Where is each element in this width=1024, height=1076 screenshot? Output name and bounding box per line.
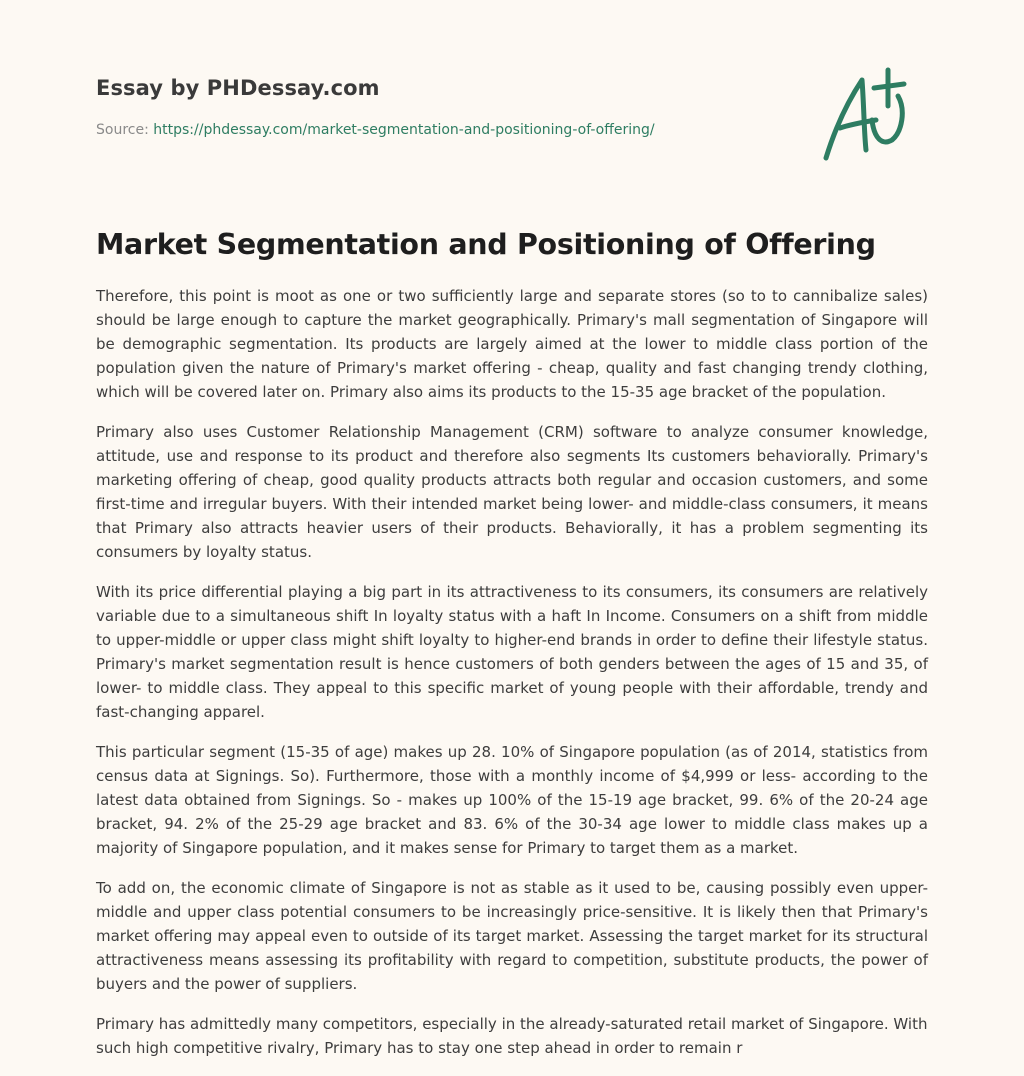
paragraph: Primary has admittedly many competitors, especially in the already-saturated retail market of Singapore. With such high competitive rivalry, Primary has to stay one step ahead in order to remain r (96, 1015, 928, 1057)
paragraph: This particular segment (15-35 of age) makes up 28. 10% of Singapore population (as of 2014, statistics from census data at Signings. So). Furthermore, those with a monthly income of $4,999 or less- according to the latest data obtained from Signings. So - makes up 100% of the 15-19 age bracket, 99. 6% of the 20-24 age bracket, 94. 2% of the 25-29 age bracket and 83. 6% of the 30-34 age lower to middle class makes up a majority of Singapore population, and it makes sense for Primary to target them as a market. (96, 743, 928, 857)
paragraph: Therefore, this point is moot as one or two sufficiently large and separate stores (so to to cannibalize sales) should be large enough to capture the market geographically. Primary's mall segmentation of Singapore will be demographic segmentation. Its products are largely aimed at the lower to middle class portion of the population given the nature of Primary's market offering - cheap, quality and fast changing trendy clothing, which will be covered later on. Primary also aims its products to the 15-35 age bracket of the population. (96, 287, 928, 401)
source-link[interactable]: https://phdessay.com/market-segmentation-and-positioning-of-offering/ (153, 122, 655, 138)
essay-title: Market Segmentation and Positioning of Offering (96, 228, 876, 261)
a-plus-logo-icon (820, 66, 930, 166)
paragraph: To add on, the economic climate of Singapore is not as stable as it used to be, causing possibly even upper-middle and upper class potential consumers to be increasingly price-sensitive. It is likely then that Primary's market offering may appeal even to outside of its target market. Assessing the target market for its structural attractiveness means assessing its profitability with regard to competition, substitute products, the power of buyers and the power of suppliers. (96, 879, 928, 993)
essay-header (96, 76, 928, 138)
source-label: Source: (96, 122, 149, 138)
site-brand: Essay by PHDessay.com (96, 76, 380, 100)
paragraph: Primary also uses Customer Relationship Management (CRM) software to analyze consumer knowledge, attitude, use and response to its product and therefore also segments Its customers behaviorally. Primary's marketing offering of cheap, good quality products attracts both regular and occasion customers, and some first-time and irregular buyers. With their intended market being lower- and middle-class consumers, it means that Primary also attracts heavier users of their products. Behaviorally, it has a problem segmenting its consumers by loyalty status. (96, 423, 928, 561)
paragraph: With its price differential playing a big part in its attractiveness to its consumers, its consumers are relatively variable due to a simultaneous shift In loyalty status with a haft In Income. Consumers on a shift from middle to upper-middle or upper class might shift loyalty to higher-end brands in order to define their lifestyle status. Primary's market segmentation result is hence customers of both genders between the ages of 15 and 35, of lower- to middle class. They appeal to this specific market of young people with their affordable, trendy and fast-changing apparel. (96, 583, 928, 721)
essay-body (96, 284, 928, 1076)
source-line (96, 122, 928, 138)
